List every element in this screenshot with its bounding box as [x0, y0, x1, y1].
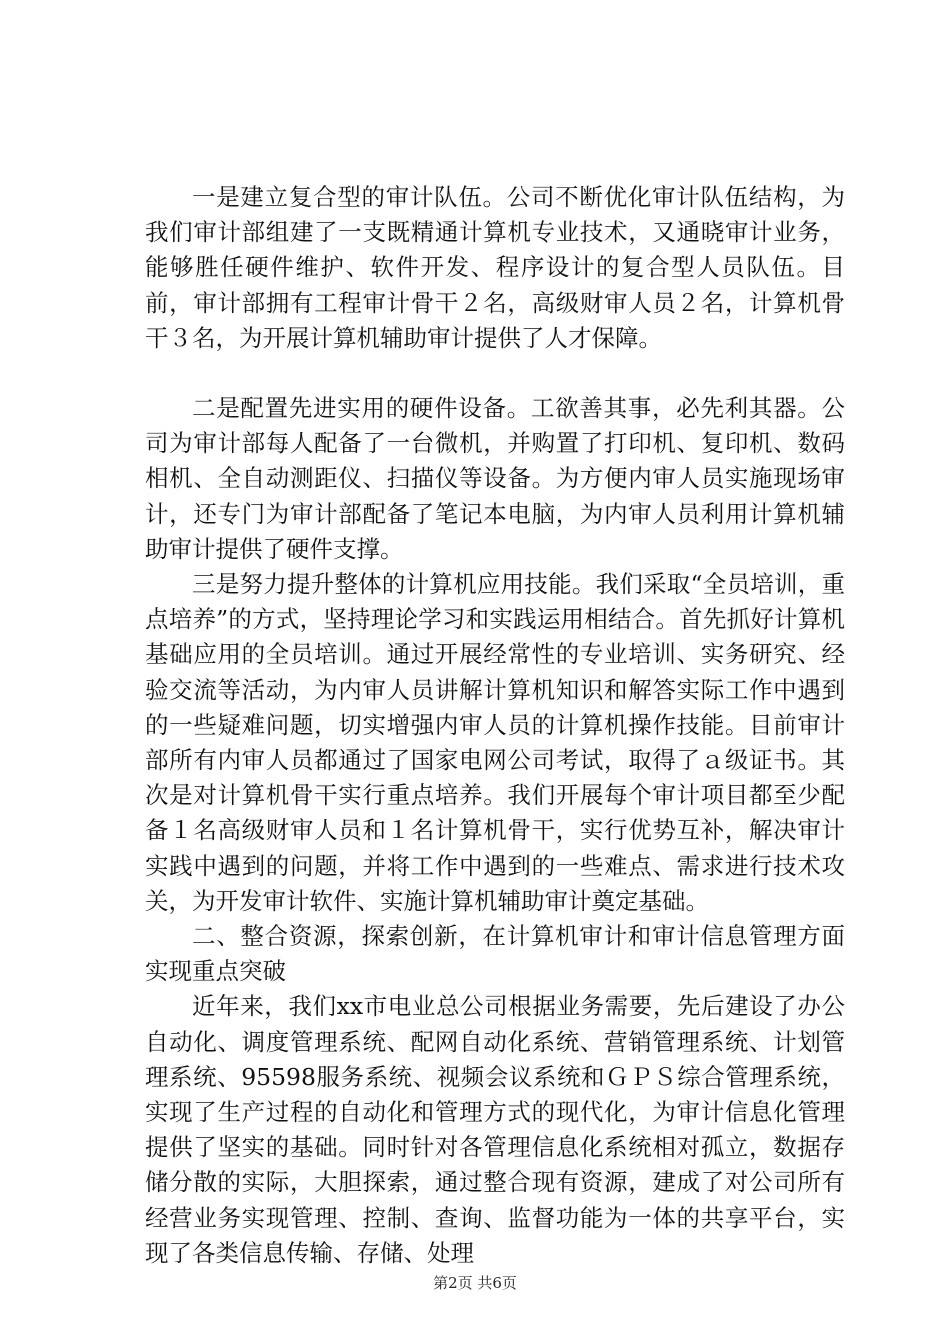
section-heading-integration: 二、整合资源，探索创新，在计算机审计和审计信息管理方面实现重点突破 — [145, 922, 845, 986]
paragraph-systems: 近年来，我们xx市电业总公司根据业务需要，先后建设了办公自动化、调度管理系统、配网自动化系统、营销管理系统、计划管理系统、95598服务系统、视频会议系统和ＧＰＳ综合管理系统，实现了生产过程的自动化和管理方式的现代化，为审计信息化管理提供了坚实的基础。同时针对各管理信息化系统相对孤立，数据存储分散的实际，大胆探索，通过整合现有资源，建成了对公司所有经营业务实现管理、控制、查询、监督功能为一体的共享平台，实现了各类信息传输、存储、处理 — [145, 992, 845, 1267]
paragraph-skills: 三是努力提升整体的计算机应用技能。我们采取“全员培训，重点培养”的方式，坚持理论学习和实践运用相结合。首先抓好计算机基础应用的全员培训。通过开展经常性的专业培训、实务研究、经验交流等活动，为内审人员讲解计算机知识和解答实际工作中遇到的一些疑难问题，切实增强内审人员的计算机操作技能。目前审计部所有内审人员都通过了国家电网公司考试，取得了ａ级证书。其次是对计算机骨干实行重点培养。我们开展每个审计项目都至少配备１名高级财审人员和１名计算机骨干，实行优势互补，解决审计实践中遇到的问题，并将工作中遇到的一些难点、需求进行技术攻关，为开发审计软件、实施计算机辅助审计奠定基础。 — [145, 570, 845, 915]
document-body — [145, 180, 845, 1271]
paragraph-hardware: 二是配置先进实用的硬件设备。工欲善其事，必先利其器。公司为审计部每人配备了一台微机，并购置了打印机、复印机、数码相机、全自动测距仪、扫描仪等设备。为方便内审人员实施现场审计，还专门为审计部配备了笔记本电脑，为内审人员利用计算机辅助审计提供了硬件支撑。 — [145, 394, 845, 563]
paragraph-audit-team: 一是建立复合型的审计队伍。公司不断优化审计队伍结构，为我们审计部组建了一支既精通计算机专业技术，又通晓审计业务，能够胜任硬件维护、软件开发、程序设计的复合型人员队伍。目前，审计部拥有工程审计骨干２名，高级财审人员２名，计算机骨干３名，为开展计算机辅助审计提供了人才保障。 — [145, 183, 845, 352]
page-footer: 第2页 共6页 — [433, 1274, 517, 1292]
